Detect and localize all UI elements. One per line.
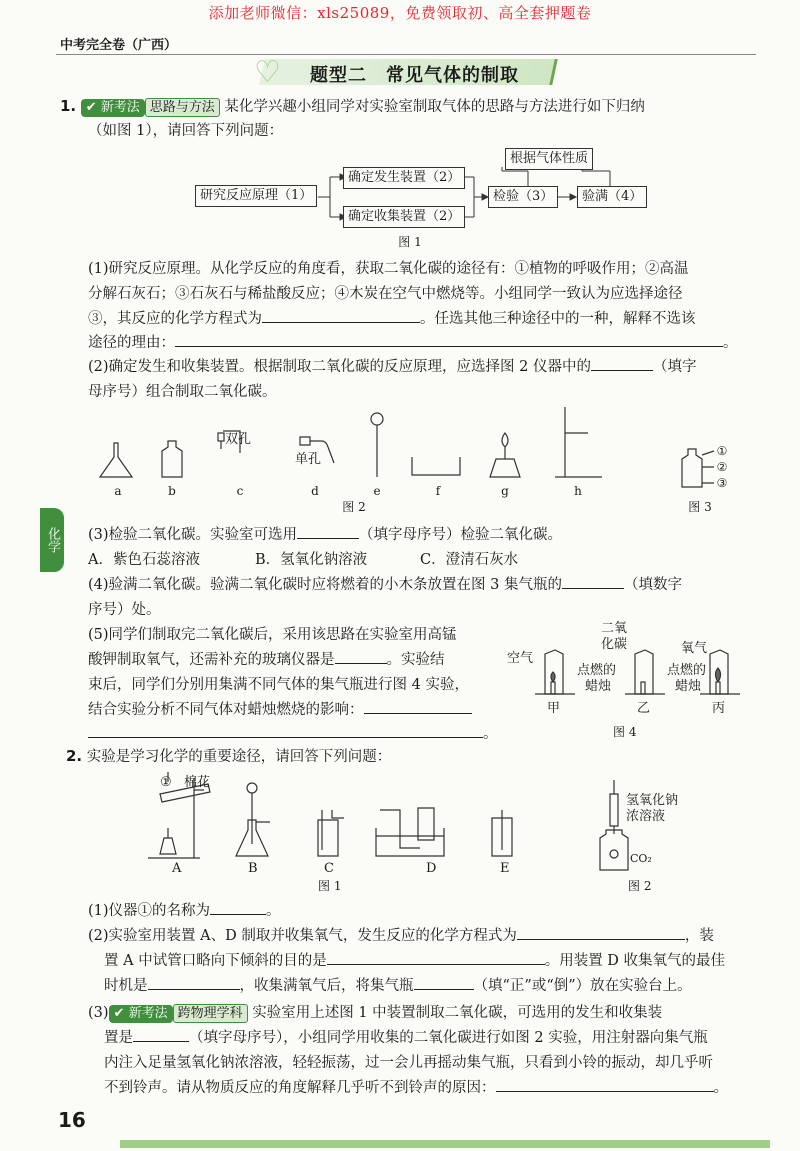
answer-blank-no-sound-reason[interactable] xyxy=(496,1076,714,1092)
q2-fig1-apparatus xyxy=(140,770,700,892)
q1-part1-line4: 途径的理由： 。 xyxy=(88,331,738,356)
flow-box-collector: 确定收集装置（2） xyxy=(343,206,465,228)
q2-part3-line4 xyxy=(104,1076,728,1101)
q2-part2-text: (2)实验室用装置 A、D 制取并收集氧气，发生反应的化学方程式为 xyxy=(88,928,517,944)
fig4-co2-label-2: 化碳 xyxy=(601,637,628,652)
q2-part3-text2: 置是 xyxy=(104,1030,133,1046)
q1-part5-line4 xyxy=(88,698,472,723)
answer-blank-effect-2[interactable] xyxy=(88,722,483,738)
fig3-mark-3: ③ xyxy=(716,476,728,490)
answer-blank-reason[interactable] xyxy=(175,331,723,347)
q2-fig1-caption: 图 1 xyxy=(318,879,342,892)
q2-fig1-mark1: ① xyxy=(160,775,172,790)
q2-fig2-naoh-2: 浓溶液 xyxy=(626,809,666,824)
q2-part3-line3: 内注入足量氢氧化钠浓溶液，轻轻振荡，过一会儿再摇动集气瓶，只看到小铃的振动，却几乎听 xyxy=(104,1055,713,1071)
q1-fig4-candles xyxy=(505,618,755,743)
q2-fig1-label-D: D xyxy=(426,861,437,876)
fig4-label-jia: 甲 xyxy=(547,701,561,716)
q2-fig1-cotton: 棉花 xyxy=(184,775,211,790)
q1-part3-line1 xyxy=(88,523,562,548)
q2-number: 2. xyxy=(66,747,83,765)
fig3-mark-1: ① xyxy=(716,444,728,458)
q2-intro xyxy=(66,744,391,770)
q1-part2-text2: （填字 xyxy=(652,359,697,375)
alcohol-lamp-icon xyxy=(490,433,520,477)
q2-part3-text4: 不到铃声。请从物质反应的角度解释几乎听不到铃声的原因： xyxy=(104,1080,496,1096)
fig4-candle-label-2a: 点燃的 xyxy=(667,663,707,678)
book-header: 中考完全卷（广西） xyxy=(60,38,178,53)
flow-box-gas-property: 根据气体性质 xyxy=(505,148,593,170)
q1-intro-line1 xyxy=(60,94,645,120)
new-method-badge: ✔ 新考法 xyxy=(109,1005,173,1023)
iron-stand-icon xyxy=(555,407,602,477)
q1-part5-line1: (5)同学们制取完二氧化碳后，采用该思路在实验室用高锰 xyxy=(88,627,457,643)
answer-blank-bottle-orientation[interactable] xyxy=(414,974,474,990)
topic-tag: 思路与方法 xyxy=(145,98,220,117)
answer-blank-best-time[interactable] xyxy=(148,974,240,990)
trough-icon xyxy=(412,457,460,475)
candle-icon xyxy=(716,682,720,694)
flame-icon xyxy=(551,672,555,682)
conical-flask-icon xyxy=(100,443,132,477)
q2-intro-text: 实验是学习化学的重要途径，请回答下列问题： xyxy=(86,749,392,765)
q1-part1-line3 xyxy=(88,307,696,332)
q2-fig2-naoh-1: 氢氧化钠 xyxy=(626,793,679,808)
fig2-label-h: h xyxy=(574,484,582,498)
new-method-badge: ✔ 新考法 xyxy=(81,99,145,117)
q1-number: 1. xyxy=(60,97,77,115)
fig2-label-g: g xyxy=(501,484,509,498)
fig1-caption: 图 1 xyxy=(398,235,422,249)
answer-blank-apparatus[interactable] xyxy=(591,355,653,371)
q1-part5-line2 xyxy=(88,648,445,673)
inverted-bottle-icon xyxy=(380,808,434,848)
q2-part2-text5: 时机是 xyxy=(104,978,148,994)
answer-blank-test-reagent[interactable] xyxy=(297,523,359,539)
q2-fig1-label-C: C xyxy=(324,861,334,876)
answer-blank-o2-equation[interactable] xyxy=(517,924,685,940)
q1-part4-text: (4)验满二氧化碳。验满二氧化碳时应将燃着的小木条放置在图 3 集气瓶的 xyxy=(88,577,562,593)
q2-fig1-label-A: A xyxy=(172,861,182,876)
jar-co2-icon xyxy=(635,650,653,694)
q1-part5-line3: 束后，同学们分别用集满不同气体的集气瓶进行图 4 实验， xyxy=(88,677,469,693)
fig3-caption: 图 3 xyxy=(688,500,712,514)
fig4-co2-label-1: 二氧 xyxy=(601,621,628,636)
subject-side-tab: 化学 xyxy=(40,508,64,572)
candle-icon xyxy=(551,682,555,694)
fig2-label-a: a xyxy=(114,484,122,498)
fig3-mark-2: ② xyxy=(716,460,728,474)
q1-part5-text3: 结合实验分析不同气体对蜡烛燃烧的影响： xyxy=(88,702,364,718)
section-title-banner xyxy=(254,55,552,90)
fig2-label-f: f xyxy=(435,484,441,498)
q2-part3-text: 实验室用上述图 1 中装置制取二氧化碳，可选用的发生和收集装 xyxy=(252,1005,663,1021)
q1-part5-end: 。 xyxy=(483,726,498,742)
q2-fig1-label-E: E xyxy=(500,861,510,876)
fig3-bottle-icon xyxy=(682,449,702,487)
q1-fig2-apparatus xyxy=(90,405,750,515)
q2-part3-number: (3) xyxy=(88,1005,109,1021)
flow-box-reaction-principle: 研究反应原理（1） xyxy=(195,185,317,207)
q2-part3-line1 xyxy=(88,1001,662,1026)
q2-part2-text4: 。用装置 D 收集氧气的最佳 xyxy=(544,953,726,969)
fig4-air-label: 空气 xyxy=(507,651,534,666)
answer-blank-instrument-name[interactable] xyxy=(210,899,266,915)
fig4-caption: 图 4 xyxy=(613,725,637,739)
q1-part1-line2: 分解石灰石；③石灰石与稀盐酸反应；④木炭在空气中燃烧等。小组同学一致认为应选择途径 xyxy=(88,286,683,302)
gas-bottle-icon xyxy=(162,441,182,477)
q2-part2-text6: ，收集满氧气后，将集气瓶 xyxy=(239,978,414,994)
q1-part3-option-c: C．澄清石灰水 xyxy=(420,552,519,568)
q2-part2-text3: 置 A 中试管口略向下倾斜的目的是 xyxy=(104,953,327,969)
fig4-label-bing: 丙 xyxy=(712,701,726,716)
q1-part1-text2: 。任选其他三种途径中的一种，解释不选该 xyxy=(420,311,696,327)
fig2-c-note: 双孔 xyxy=(224,432,252,447)
fig4-candle-label-1a: 点燃的 xyxy=(577,663,617,678)
page-number: 16 xyxy=(58,1108,86,1132)
q2-fig1-label-B: B xyxy=(248,861,258,876)
funnel-icon xyxy=(371,413,383,425)
fig2-caption: 图 2 xyxy=(342,500,366,514)
fig4-candle-label-1b: 蜡烛 xyxy=(585,679,612,694)
q2-fig2-caption: 图 2 xyxy=(628,879,652,892)
fig4-o2-label: 氧气 xyxy=(681,641,708,656)
section-title: 题型二 常见气体的制取 xyxy=(310,65,519,86)
q2-part2-text7: （填“正”或“倒”）放在实验台上。 xyxy=(473,978,692,994)
funnel-icon xyxy=(247,783,257,793)
heart-icon: ♡ xyxy=(254,55,281,90)
alcohol-lamp-icon xyxy=(160,828,176,854)
q1-intro-line2: （如图 1），请回答下列问题： xyxy=(88,123,284,139)
q1-part3-text: (3)检验二氧化碳。实验室可选用 xyxy=(88,527,298,543)
q2-part2-line1 xyxy=(88,924,714,949)
cross-subject-tag: 跨物理学科 xyxy=(173,1004,248,1023)
q1-part4-text2: （填数字 xyxy=(623,577,682,593)
fig2-label-c: c xyxy=(236,484,244,498)
answer-blank-glassware[interactable] xyxy=(335,648,387,664)
q1-part2-line1 xyxy=(88,355,696,380)
q2-part2-line3 xyxy=(104,974,692,999)
q1-part4-line2: 序号）处。 xyxy=(88,602,161,618)
jar-air-icon xyxy=(545,650,563,694)
q2-part1 xyxy=(88,899,281,924)
q1-part1-reason-label: 途径的理由： xyxy=(88,335,175,351)
q2-part3-end: 。 xyxy=(713,1080,728,1096)
q1-part5-text2: 。实验结 xyxy=(386,652,445,668)
q1-part3-option-b: B．氢氧化钠溶液 xyxy=(255,552,368,568)
q1-part2-text: (2)确定发生和收集装置。根据制取二氧化碳的反应原理，应选择图 2 仪器中的 xyxy=(88,359,591,375)
q2-fig2-co2: CO₂ xyxy=(630,852,652,865)
flow-box-generator: 确定发生装置（2） xyxy=(343,167,465,189)
collection-bottle-icon xyxy=(318,810,344,856)
q2-part1-text: (1)仪器①的名称为 xyxy=(88,903,211,919)
q1-part2-line2: 母序号）组合制取二氧化碳。 xyxy=(88,384,277,400)
watermark: 添加老师微信：xls25089，免费领取初、高全套押题卷 xyxy=(208,4,592,22)
q1-part3-option-a: A．紫色石蕊溶液 xyxy=(88,552,200,568)
q1-part3-text2: （填字母序号）检验二氧化碳。 xyxy=(359,527,563,543)
flow-box-full-check: 验满（4） xyxy=(577,186,647,208)
stopper-icon xyxy=(218,433,224,441)
bell-icon xyxy=(610,850,618,858)
fig2-label-b: b xyxy=(168,484,176,498)
answer-blank-position[interactable] xyxy=(562,573,624,589)
fig4-candle-label-2b: 蜡烛 xyxy=(675,679,702,694)
fig2-label-e: e xyxy=(373,484,381,498)
syringe-icon xyxy=(610,780,618,834)
answer-blank-effect-1[interactable] xyxy=(364,698,472,714)
fig4-label-yi: 乙 xyxy=(637,701,651,716)
q2-part2-line2 xyxy=(104,949,725,974)
q1-intro-text: 某化学兴趣小组同学对实验室制取气体的思路与方法进行如下归纳 xyxy=(224,99,645,115)
q2-part3-text3: （填字母序号），小组同学用收集的二氧化碳进行如图 2 实验，用注射器向集气瓶 xyxy=(189,1030,708,1046)
upward-bottle-icon xyxy=(492,810,512,856)
q2-part1-end: 。 xyxy=(266,903,281,919)
fig2-label-d: d xyxy=(311,484,319,498)
answer-blank-tilt-purpose[interactable] xyxy=(327,949,545,965)
q1-part1-line1: (1)研究反应原理。从化学反应的角度看，获取二氧化碳的途径有：①植物的呼吸作用；②高温 xyxy=(88,261,689,277)
q1-part5-text: 酸钾制取氧气，还需补充的玻璃仪器是 xyxy=(88,652,335,668)
footer-bar xyxy=(120,1140,770,1148)
answer-blank-equation[interactable] xyxy=(262,307,420,323)
badge-text: 新考法 xyxy=(128,1006,168,1021)
q1-part4-line1 xyxy=(88,573,682,598)
flow-box-test: 检验（3） xyxy=(488,186,558,208)
fig2-d-note: 单孔 xyxy=(294,452,322,467)
q2-part2-text2: ，装 xyxy=(684,928,714,944)
badge-text: 新考法 xyxy=(100,100,140,115)
header-rule xyxy=(56,54,756,55)
q2-part3-line2 xyxy=(104,1026,708,1051)
flame-icon xyxy=(716,668,721,682)
q1-part1-text: ③，其反应的化学方程式为 xyxy=(88,311,262,327)
candle-icon xyxy=(641,682,645,694)
answer-blank-co2-devices[interactable] xyxy=(133,1026,189,1042)
